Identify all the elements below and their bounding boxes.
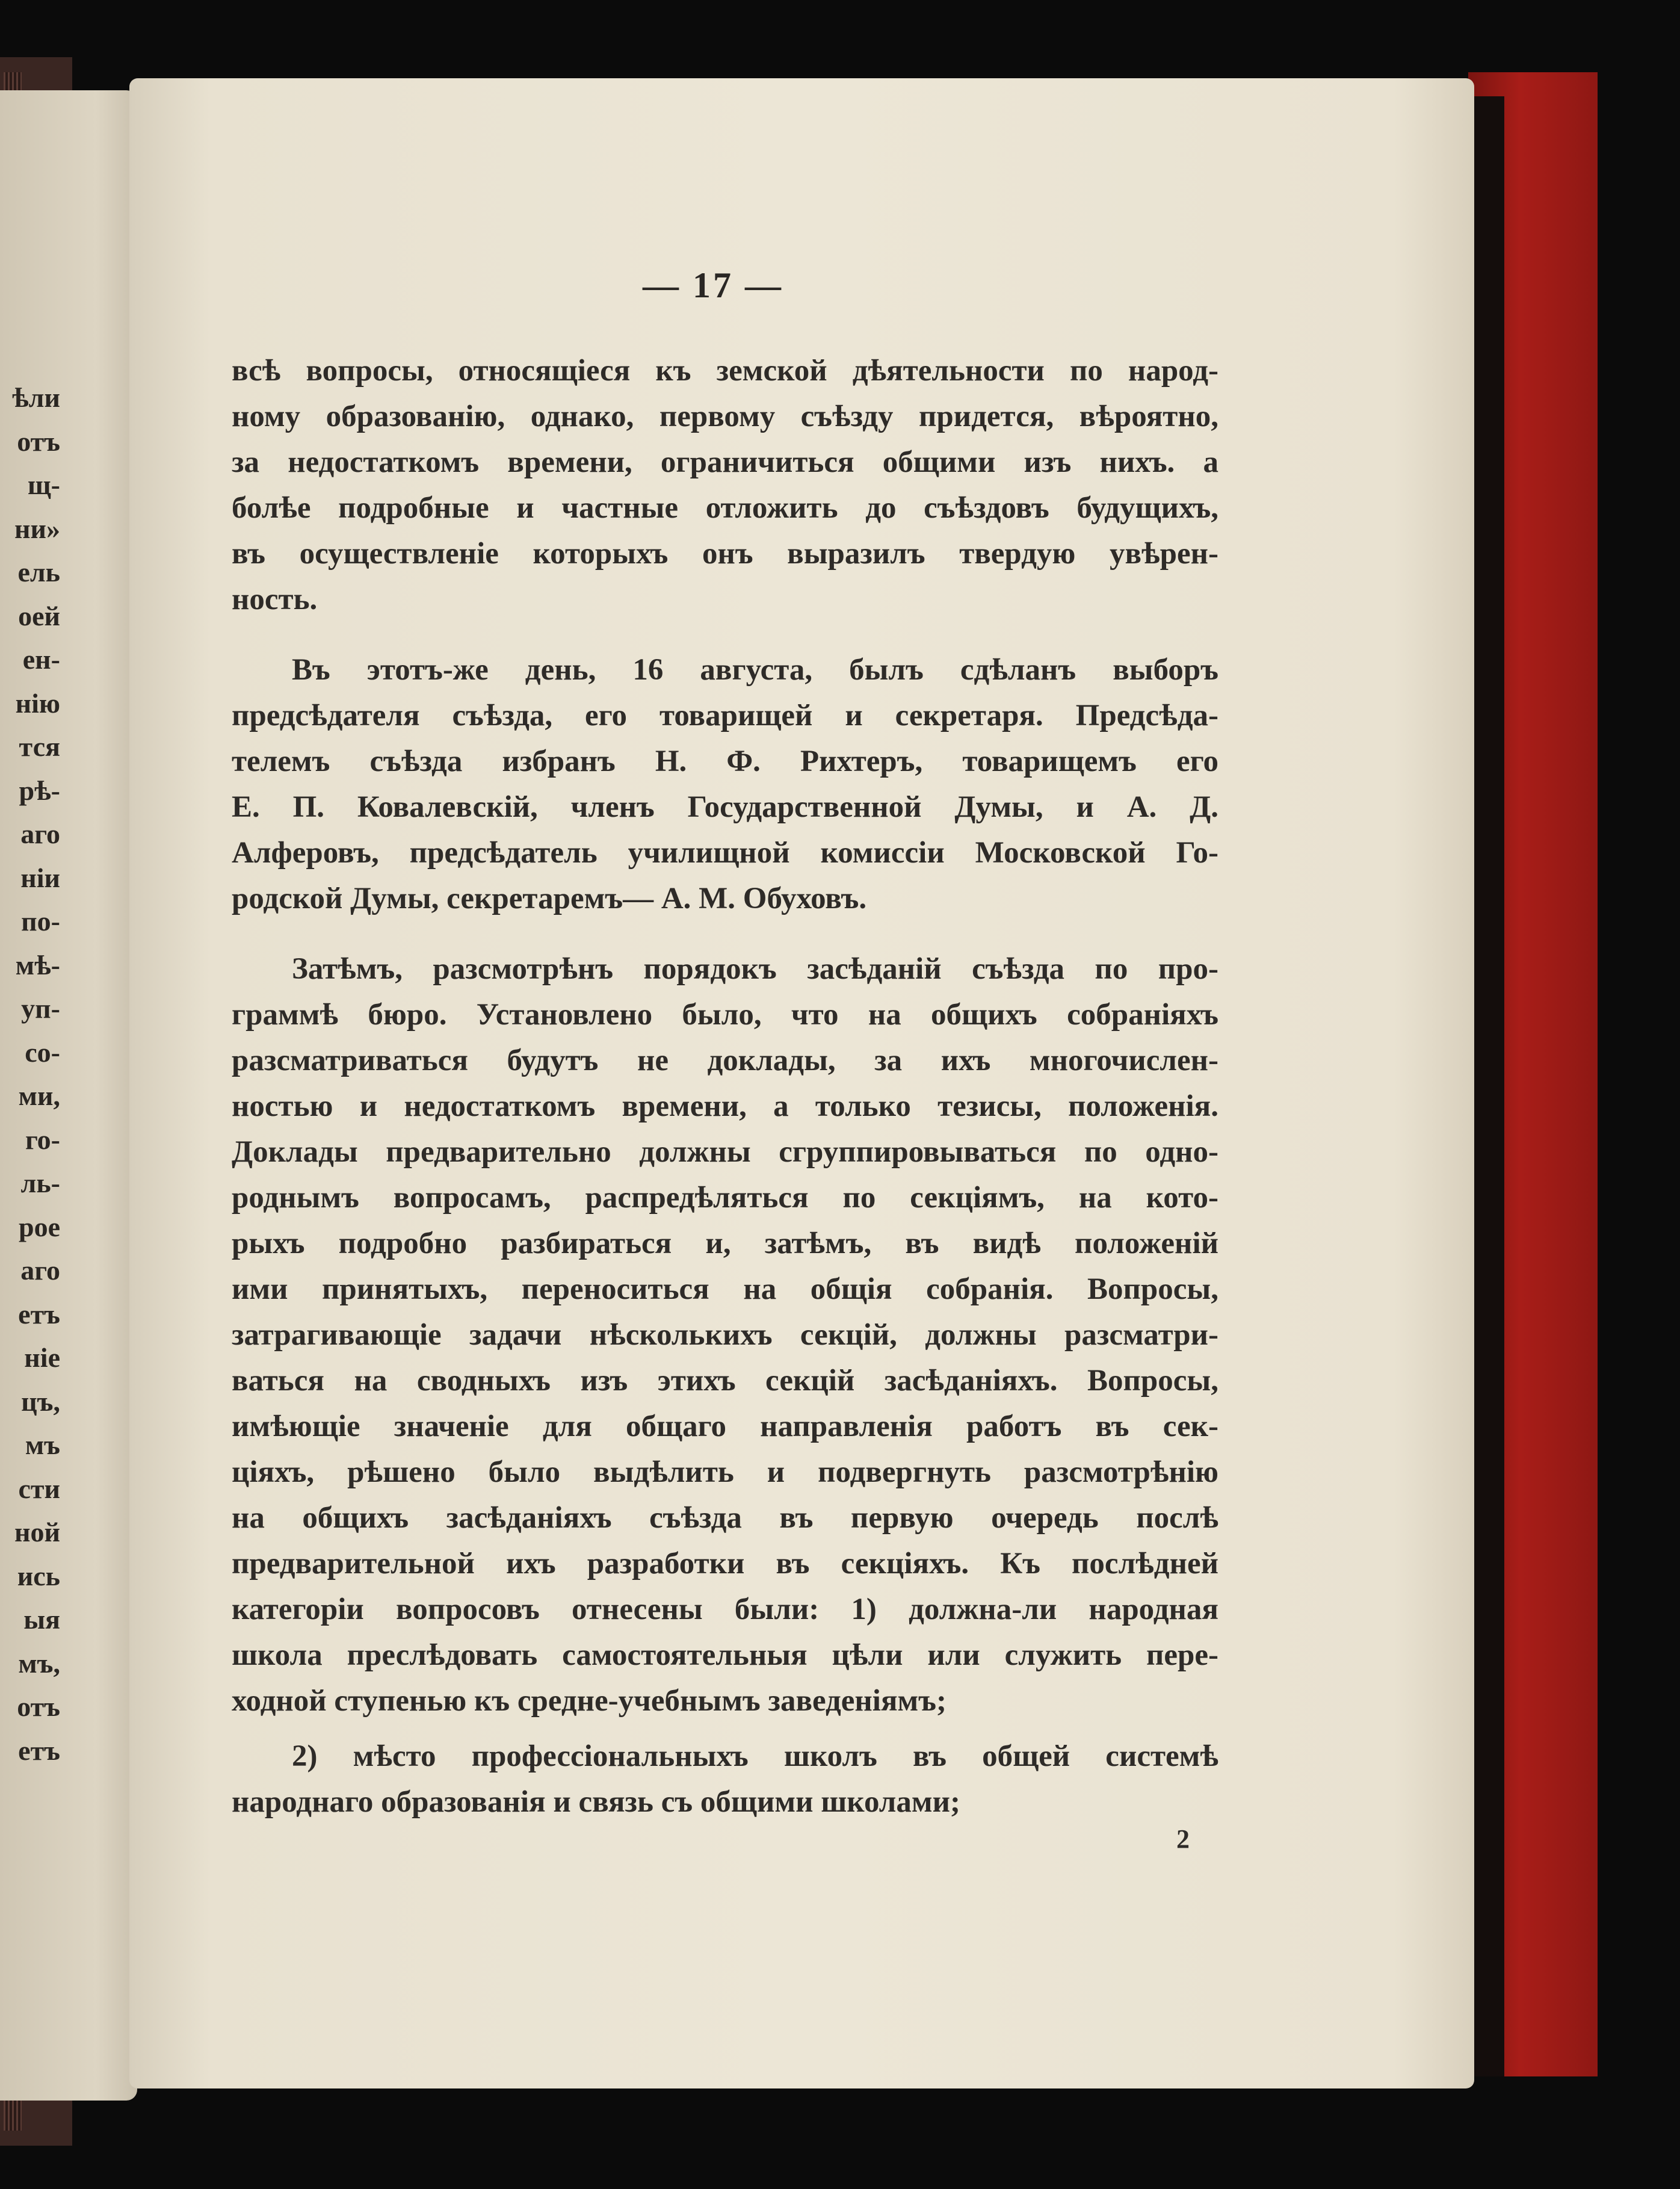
text-line: ному образованію, однако, первому съѣзду придется, вѣроятно,: [232, 400, 1218, 433]
text-line: 2) мѣсто профессіональныхъ школъ въ общей системѣ: [292, 1739, 1218, 1773]
left-page-line: ен-: [22, 644, 60, 675]
text-line: народнаго образованія и связь съ общими школами;: [232, 1785, 961, 1819]
left-page-line: ыя: [23, 1604, 60, 1635]
text-line: болѣе подробные и частные отложить до съѣздовъ будущихъ,: [232, 491, 1218, 525]
left-page-line: мъ: [25, 1429, 60, 1460]
left-page-line: ни»: [14, 513, 60, 544]
paragraph-2: [232, 647, 1218, 921]
left-page-line: нію: [15, 687, 60, 719]
left-page-line: щ-: [27, 469, 60, 500]
text-line: Алферовъ, предсѣдатель училищной комиссіи Московской Го-: [232, 836, 1218, 870]
left-page-line: уп-: [21, 993, 60, 1024]
text-line: категоріи вопросовъ отнесены были: 1) должна-ли народная: [232, 1593, 1218, 1626]
left-page-line: етъ: [18, 1735, 60, 1766]
left-page-line: отъ: [17, 1691, 60, 1722]
page-number: — 17 —: [643, 265, 783, 305]
text-line: телемъ съѣзда избранъ Н. Ф. Рихтеръ, товарищемъ его: [232, 745, 1218, 778]
left-page-line: мъ,: [18, 1647, 60, 1679]
text-line: Е. П. Ковалевскій, членъ Государственной Думы, и А. Д.: [232, 790, 1218, 824]
paragraph-1: [232, 348, 1218, 622]
text-line: рыхъ подробно разбираться и, затѣмъ, въ видѣ положеній: [232, 1227, 1218, 1260]
left-page-line: отъ: [17, 426, 60, 457]
left-page-line: по-: [21, 906, 60, 937]
left-page-line: ись: [17, 1560, 60, 1591]
signature-mark: 2: [1176, 1824, 1190, 1854]
text-line: за недостаткомъ времени, ограничиться общими изъ нихъ. а: [232, 445, 1218, 479]
left-page-line: ѣли: [12, 382, 60, 413]
text-line: ими принятыхъ, переноситься на общія собранія. Вопросы,: [232, 1272, 1218, 1306]
left-page-line: аго: [20, 819, 60, 849]
paragraph-3: [232, 946, 1218, 1724]
text-line: школа преслѣдовать самостоятельныя цѣли или служить пере-: [232, 1638, 1218, 1672]
left-page-text: [0, 376, 60, 1773]
left-page-line: рое: [19, 1211, 60, 1242]
text-line: Въ этотъ-же день, 16 августа, былъ сдѣланъ выборъ: [292, 653, 1218, 687]
left-page-line: етъ: [18, 1298, 60, 1330]
text-line: граммѣ бюро. Установлено было, что на общихъ собраніяхъ: [232, 998, 1218, 1032]
paragraph-4: [232, 1733, 1218, 1825]
left-page-line: со-: [25, 1036, 60, 1068]
text-line: ностью и недостаткомъ времени, а только тезисы, положенія.: [232, 1089, 1218, 1123]
left-page-line: ель: [17, 557, 60, 587]
text-line: роднымъ вопросамъ, распредѣляться по секціямъ, на кото-: [232, 1181, 1218, 1215]
text-line: предварительной ихъ разработки въ секціяхъ. Къ послѣдней: [232, 1547, 1218, 1581]
text-line: всѣ вопросы, относящіеся къ земской дѣятельности по народ-: [232, 354, 1218, 388]
left-page-line: ми,: [18, 1080, 60, 1111]
text-line: разсматриваться будутъ не доклады, за ихъ многочислен-: [232, 1044, 1218, 1077]
left-page-line: оей: [18, 600, 60, 631]
text-line: въ осуществленіе которыхъ онъ выразилъ твердую увѣрен-: [232, 537, 1218, 571]
left-page-line: цъ,: [21, 1386, 60, 1417]
text-line: Доклады предварительно должны сгруппировываться по одно-: [232, 1135, 1218, 1169]
left-page-line: тся: [19, 731, 60, 762]
left-page-line: аго: [20, 1255, 60, 1286]
left-page-line: ль-: [20, 1168, 60, 1198]
text-line: родской Думы, секретаремъ— А. М. Обуховъ.: [232, 882, 867, 915]
left-page-line: ніи: [20, 862, 60, 893]
text-line: Затѣмъ, разсмотрѣнъ порядокъ засѣданій съѣзда по про-: [292, 952, 1218, 986]
text-line: ваться на сводныхъ изъ этихъ секцій засѣданіяхъ. Вопросы,: [232, 1364, 1218, 1398]
text-line: ходной ступенью къ средне-учебнымъ заведеніямъ;: [232, 1684, 947, 1718]
text-line: на общихъ засѣданіяхъ съѣзда въ первую очередь послѣ: [232, 1501, 1218, 1535]
left-page-line: рѣ-: [19, 775, 60, 806]
left-page-line: мѣ-: [15, 949, 60, 980]
text-line: предсѣдателя съѣзда, его товарищей и секретаря. Предсѣда-: [232, 699, 1218, 732]
text-line: ность.: [232, 583, 318, 616]
left-page-line: ной: [14, 1517, 60, 1547]
text-line: ціяхъ, рѣшено было выдѣлить и подвергнуть разсмотрѣнію: [232, 1455, 1218, 1489]
text-line: затрагивающіе задачи нѣсколькихъ секцій, должны разсматри-: [232, 1318, 1218, 1352]
text-line: имѣющіе значеніе для общаго направленія работъ въ сек-: [232, 1410, 1218, 1443]
left-page-line: сти: [18, 1473, 60, 1504]
left-page-line: го-: [25, 1124, 60, 1155]
left-page-line: ніе: [24, 1342, 60, 1373]
